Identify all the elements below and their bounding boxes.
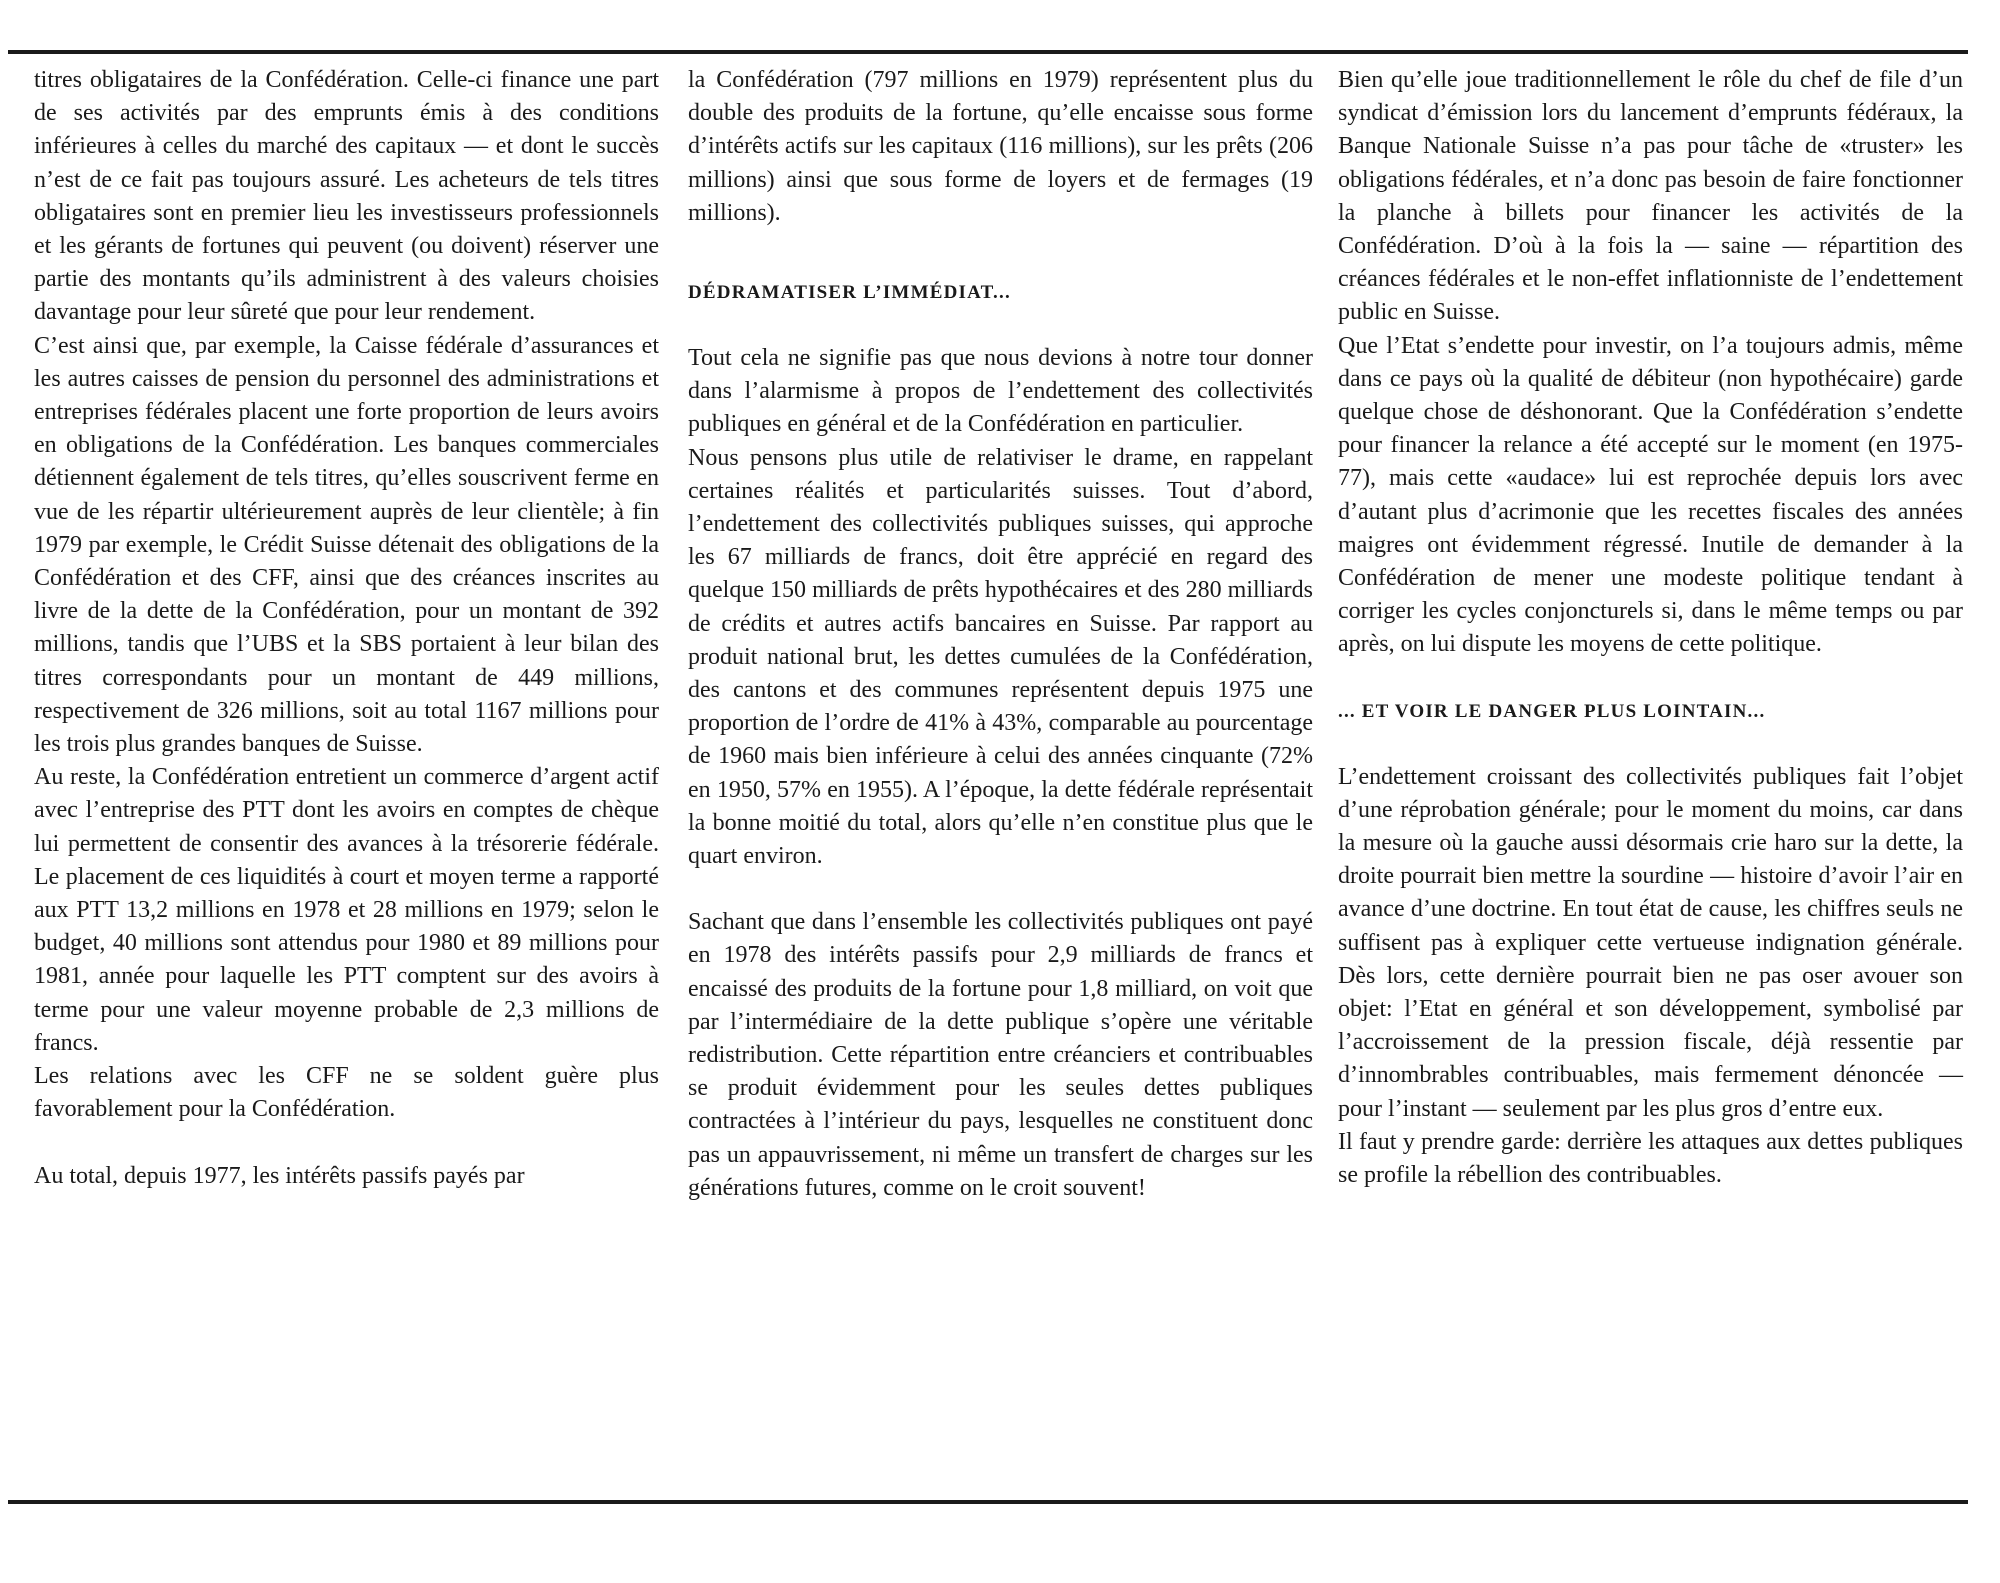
paragraph: C’est ainsi que, par exemple, la Caisse fédérale d’assurances et les autres caisses de pension du personnel des administrations et entreprises fédérales placent une forte proportion de leurs avoirs en obligations de la Confédération. Les banques commerciales détiennent également de tels titres, qu’elles souscrivent ferme en vue de les répartir ultérieurement auprès de leur clientèle; à fin 1979 par exemple, le Crédit Suisse détenait des obligations de la Confédération et des CFF, ainsi que des créances inscrites au livre de la dette de la Confédération, pour un montant de 392 millions, tandis que l’UBS et la SBS portaient à leur bilan des titres correspondants pour un montant de 449 millions, respectivement de 326 millions, soit au total 1167 millions pour les trois plus grandes banques de Suisse. (34, 332, 659, 758)
paragraph: Au total, depuis 1977, les intérêts passifs payés par (34, 1162, 525, 1189)
top-rule (8, 50, 1968, 54)
section-gap (1338, 728, 1963, 761)
paragraph: Au reste, la Confédération entretient un commerce d’argent actif avec l’entreprise des PTT dont les avoirs en comptes de chèque lui permettent de consentir des avances à la trésorerie fédérale. Le placement de ces liquidités à court et moyen terme a rapporté aux PTT 13,2 millions en 1978 et 28 millions en 1979; selon le budget, 40 millions sont attendus pour 1980 et 89 millions pour 1981, année pour laquelle les PTT comptent sur des avoirs à terme pour une valeur moyenne probable de 2,3 millions de francs. (34, 764, 659, 1056)
paragraph: Il faut y prendre garde: derrière les attaques aux dettes publiques se profile la rébellion des contribuables. (1338, 1128, 1963, 1189)
section-gap (688, 309, 1313, 342)
paragraph-gap (34, 1127, 659, 1160)
paragraph: Nous pensons plus utile de relativiser le drame, en rappelant certaines réalités et particularités suisses. Tout d’abord, l’endettement des collectivités publiques suisses, qui approche les 67 milliards de francs, doit être apprécié en regard des quelque 150 milliards de prêts hypothécaires et des 280 milliards de crédits et autres actifs bancaires en Suisse. Par rapport au produit national brut, les dettes cumulées de la Confédération, des cantons et des communes représentent depuis 1975 une proportion de l’ordre de 41% à 43%, comparable au pourcentage de 1960 mais bien inférieure à celui des années cinquante (72% en 1950, 57% en 1955). A l’époque, la dette fédérale représentait la bonne moitié du total, alors qu’elle n’en constitue plus que le quart environ. (688, 444, 1313, 870)
paragraph: titres obligataires de la Confédération. Celle-ci finance une part de ses activités par des emprunts émis à des conditions inférieures à celles du marché des capitaux — et dont le succès n’est de ce fait pas toujours assuré. Les acheteurs de tels titres obligataires sont en premier lieu les investisseurs professionnels et les gérants de fortunes qui peuvent (ou doivent) réserver une partie des montants qu’ils administrent à des valeurs choisies davantage pour leur sûreté que pour leur rendement. (34, 67, 659, 326)
column-1 (34, 64, 659, 1193)
paragraph: Bien qu’elle joue traditionnellement le rôle du chef de file d’un syndicat d’émission lors du lancement d’emprunts fédéraux, la Banque Nationale Suisse n’a pas pour tâche de «truster» les obligations fédérales, et n’a donc pas besoin de faire fonctionner la planche à billets pour financer les activités de la Confédération. D’où à la fois la — saine — répartition des créances fédérales et le non-effet inflationniste de l’endettement public en Suisse. (1338, 67, 1963, 326)
bottom-rule (8, 1500, 1968, 1504)
paragraph: Que l’Etat s’endette pour investir, on l’a toujours admis, même dans ce pays où la qualité de débiteur (non hypothécaire) garde quelque chose de déshonorant. Que la Confédération s’endette pour financer la relance a été accepté sur le moment (en 1975-77), mais cette «audace» lui est reprochée depuis lors avec d’autant plus d’acrimonie que les recettes fiscales des années maigres ont évidemment régressé. Inutile de demander à la Confédération de mener une modeste politique tendant à corriger les cycles conjoncturels si, dans le même temps ou par après, on lui dispute les moyens de cette politique. (1338, 332, 1963, 658)
paragraph: L’endettement croissant des collectivités publiques fait l’objet d’une réprobation générale; pour le moment du moins, car dans la mesure où la gauche aussi désormais crie haro sur la dette, la droite pourrait bien mettre la sourdine — histoire d’avoir l’air en avance d’une doctrine. En tout état de cause, les chiffres seuls ne suffisent pas à expliquer cette vertueuse indignation générale. Dès lors, cette dernière pourrait bien ne pas oser avouer son objet: l’Etat en général et son développement, symbolisé par l’accroissement de la pression fiscale, déjà ressentie par d’innombrables contribuables, mais fermement dénoncée — pour l’instant — seulement par les plus gros d’entre eux. (1338, 763, 1963, 1122)
column-2 (688, 64, 1313, 1205)
paragraph-gap (688, 873, 1313, 906)
section-gap (688, 230, 1313, 276)
paragraph: Les relations avec les CFF ne se soldent guère plus favorablement pour la Confédération. (34, 1063, 659, 1123)
section-heading: ... ET VOIR LE DANGER PLUS LOINTAIN... (1338, 700, 1766, 722)
paragraph: Tout cela ne signifie pas que nous devions à notre tour donner dans l’alarmisme à propos de l’endettement des collectivités publiques en général et de la Confédération en particulier. (688, 345, 1313, 438)
paragraph: la Confédération (797 millions en 1979) représentent plus du double des produits de la fortune, qu’elle encaisse sous forme d’intérêts actifs sur les capitaux (116 millions), sur les prêts (206 millions) ainsi que sous forme de loyers et de fermages (19 millions). (688, 67, 1313, 226)
section-heading: DÉDRAMATISER L’IMMÉDIAT... (688, 282, 1011, 304)
column-3 (1338, 64, 1963, 1192)
paragraph: Sachant que dans l’ensemble les collectivités publiques ont payé en 1978 des intérêts passifs pour 2,9 milliards de francs et encaissé des produits de la fortune pour 1,8 milliard, on voit que par l’intermédiaire de la dette publique s’opère une véritable redistribution. Cette répartition entre créanciers et contribuables se produit évidemment pour les seules dettes publiques contractées à l’intérieur du pays, lesquelles ne constituent donc pas un appauvrissement, ni même un transfert de charges sur les générations futures, comme on le croit souvent! (688, 909, 1313, 1201)
section-gap (1338, 662, 1963, 695)
